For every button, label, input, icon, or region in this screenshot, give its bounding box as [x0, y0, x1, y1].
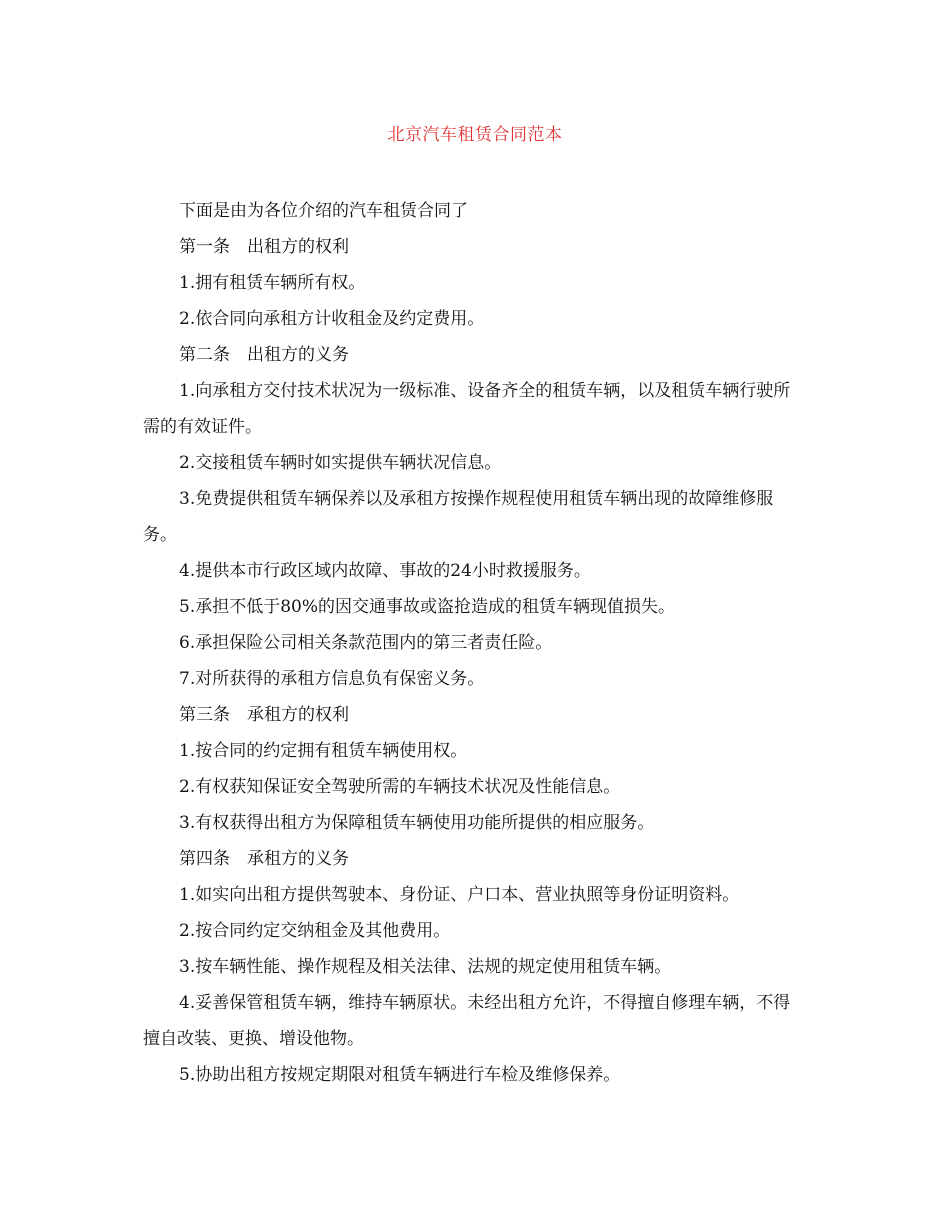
paragraph: 1.向承租方交付技术状况为一级标准、设备齐全的租赁车辆，以及租赁车辆行驶所需的有效证件。 [143, 381, 791, 437]
paragraph: 7.对所获得的承租方信息负有保密义务。 [179, 669, 485, 689]
article-3-heading: 第三条 承租方的权利 [179, 705, 349, 725]
paragraph: 4.妥善保管租赁车辆，维持车辆原状。未经出租方允许，不得擅自修理车辆，不得擅自改装、更换、增设他物。 [143, 993, 791, 1049]
article-2-heading: 第二条 出租方的义务 [179, 345, 349, 365]
paragraph: 4.提供本市行政区域内故障、事故的24小时救援服务。 [179, 561, 591, 581]
paragraph: 1.如实向出租方提供驾驶本、身份证、户口本、营业执照等身份证明资料。 [179, 885, 740, 905]
paragraph: 1.按合同的约定拥有租赁车辆使用权。 [179, 741, 468, 761]
paragraph: 2.有权获知保证安全驾驶所需的车辆技术状况及性能信息。 [179, 777, 621, 797]
article-4-heading: 第四条 承租方的义务 [179, 849, 349, 869]
document-title: 北京汽车租赁合同范本 [387, 125, 563, 145]
paragraph: 3.免费提供租赁车辆保养以及承租方按操作规程使用租赁车辆出现的故障维修服务。 [143, 489, 774, 545]
article-1-heading: 第一条 出租方的权利 [179, 237, 349, 257]
paragraph: 2.按合同约定交纳租金及其他费用。 [179, 921, 451, 941]
paragraph: 3.有权获得出租方为保障租赁车辆使用功能所提供的相应服务。 [179, 813, 655, 833]
paragraph: 1.拥有租赁车辆所有权。 [179, 273, 366, 293]
paragraph: 5.协助出租方按规定期限对租赁车辆进行车检及维修保养。 [179, 1065, 621, 1085]
paragraph-intro: 下面是由为各位介绍的汽车租赁合同了 [179, 201, 468, 221]
paragraph: 3.按车辆性能、操作规程及相关法律、法规的规定使用租赁车辆。 [179, 957, 672, 977]
paragraph: 2.交接租赁车辆时如实提供车辆状况信息。 [179, 453, 502, 473]
paragraph: 5.承担不低于80%的因交通事故或盗抢造成的租赁车辆现值损失。 [179, 597, 676, 617]
paragraph: 6.承担保险公司相关条款范围内的第三者责任险。 [179, 633, 553, 653]
paragraph: 2.依合同向承租方计收租金及约定费用。 [179, 309, 485, 329]
document-body [143, 193, 798, 1093]
